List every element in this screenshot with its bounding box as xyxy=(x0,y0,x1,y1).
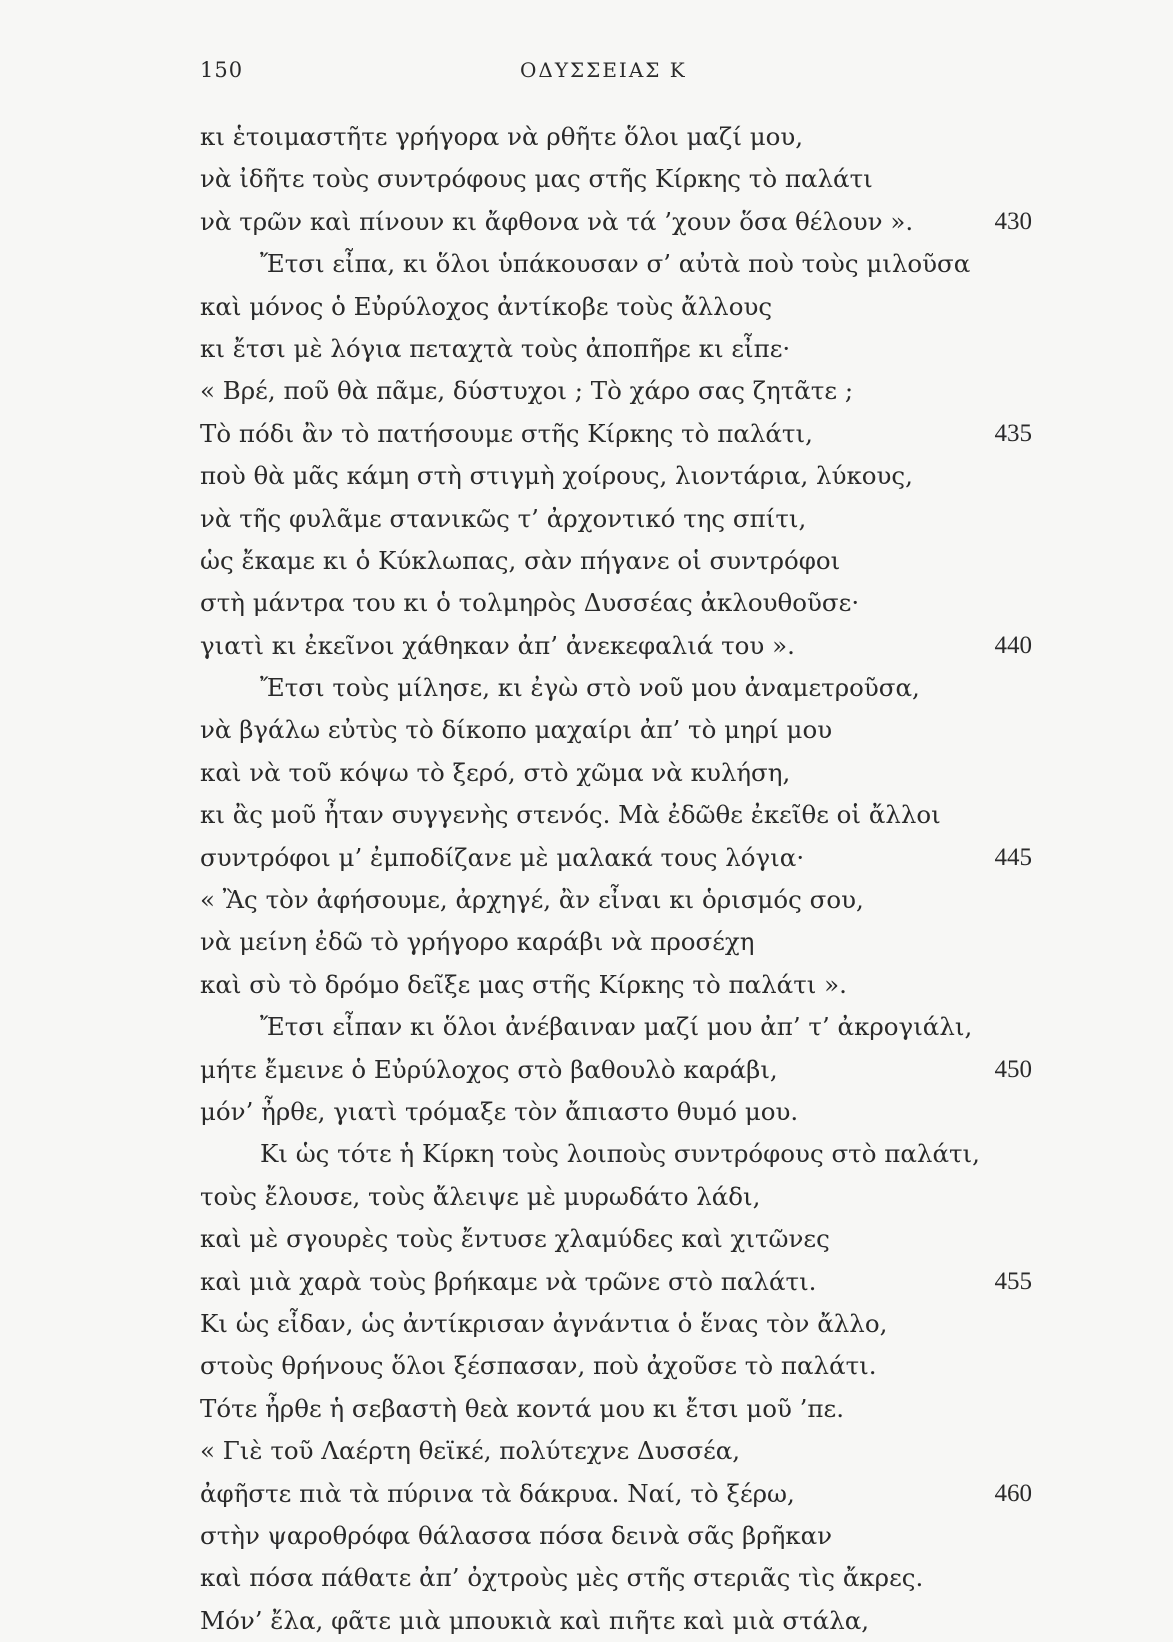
line-number: 450 xyxy=(994,1055,1032,1083)
running-head: ΟΔΥΣΣΕΙΑΣ Κ xyxy=(520,58,687,82)
verse-line xyxy=(200,1133,1040,1175)
verse-line xyxy=(200,1176,1040,1218)
verse-line xyxy=(200,1557,1040,1599)
verse-text: Ἔτσι εἶπαν κι ὅλοι ἀνέβαιναν μαζί μου ἀπ’ τ’ ἀκρογιάλι, xyxy=(260,1012,973,1042)
verse-text: ἀφῆστε πιὰ τὰ πύρινα τὰ δάκρυα. Ναί, τὸ ξέρω, xyxy=(200,1478,795,1508)
verse-line xyxy=(200,243,1040,285)
verse-line xyxy=(200,709,1040,751)
verse-line xyxy=(200,1303,1040,1345)
verse-text: κι ἑτοιμαστῆτε γρήγορα νὰ ρθῆτε ὅλοι μαζί μου, xyxy=(200,122,804,151)
verse-line xyxy=(200,455,1040,497)
verse-text: κι ἂς μοῦ ἦταν συγγενὴς στενός. Μὰ ἐδῶθε ἐκεῖθε οἱ ἄλλοι xyxy=(200,800,941,830)
verse-line xyxy=(200,1600,1040,1642)
verse-line xyxy=(200,1388,1040,1430)
verse-text: καὶ μιὰ χαρὰ τοὺς βρήκαμε νὰ τρῶνε στὸ παλάτι. xyxy=(200,1266,817,1296)
verse-text: γιατὶ κι ἐκεῖνοι χάθηκαν ἀπ’ ἀνεκεφαλιά του ». xyxy=(200,630,795,660)
line-number: 430 xyxy=(994,207,1032,235)
verse-line xyxy=(200,921,1040,963)
verse-text: ὡς ἔκαμε κι ὁ Κύκλωπας, σὰν πήγανε οἱ συντρόφοι xyxy=(200,545,841,575)
verse-text: καὶ σὺ τὸ δρόμο δεῖξε μας στῆς Κίρκης τὸ παλάτι ». xyxy=(200,969,847,999)
verse-line xyxy=(200,540,1040,582)
verse-text: « Ἂς τὸν ἀφήσουμε, ἀρχηγέ, ἂν εἶναι κι ὁρισμός σου, xyxy=(200,885,864,915)
verse-text: Κι ὡς τότε ἡ Κίρκη τοὺς λοιποὺς συντρόφους στὸ παλάτι, xyxy=(260,1139,980,1169)
verse-line xyxy=(200,1473,1040,1515)
line-number: 455 xyxy=(994,1267,1032,1295)
verse-text: καὶ μὲ σγουρὲς τοὺς ἔντυσε χλαμύδες καὶ χιτῶνες xyxy=(200,1224,830,1254)
verse-text: συντρόφοι μ’ ἐμποδίζανε μὲ μαλακά τους λόγια· xyxy=(200,842,805,872)
verse-text: Μόν’ ἔλα, φᾶτε μιὰ μπουκιὰ καὶ πιῆτε καὶ μιὰ στάλα, xyxy=(200,1605,870,1635)
line-number: 435 xyxy=(994,419,1032,447)
verse-line xyxy=(200,370,1040,412)
verse-block xyxy=(200,116,1040,1642)
verse-line xyxy=(200,964,1040,1006)
verse-line xyxy=(200,752,1040,794)
verse-line xyxy=(200,837,1040,879)
verse-text: καὶ πόσα πάθατε ἀπ’ ὀχτροὺς μὲς στῆς στεριᾶς τὶς ἄκρες. xyxy=(200,1563,924,1593)
verse-text: νὰ ἰδῆτε τοὺς συντρόφους μας στῆς Κίρκης τὸ παλάτι xyxy=(200,164,873,194)
verse-text: μήτε ἔμεινε ὁ Εὐρύλοχος στὸ βαθουλὸ καράβι, xyxy=(200,1054,778,1084)
verse-text: Κι ὡς εἶδαν, ὡς ἀντίκρισαν ἀγνάντια ὁ ἕνας τὸν ἄλλο, xyxy=(200,1308,888,1338)
verse-line xyxy=(200,1345,1040,1387)
verse-text: νὰ τῆς φυλᾶμε στανικῶς τ’ ἀρχοντικό της σπίτι, xyxy=(200,503,807,533)
verse-text: Ἔτσι τοὺς μίλησε, κι ἐγὼ στὸ νοῦ μου ἀναμετροῦσα, xyxy=(260,673,920,703)
verse-text: « Βρέ, ποῦ θὰ πᾶμε, δύστυχοι ; Τὸ χάρο σας ζητᾶτε ; xyxy=(200,376,854,406)
verse-line xyxy=(200,1049,1040,1091)
verse-text: νὰ τρῶν καὶ πίνουν κι ἄφθονα νὰ τά ’χουν ὅσα θέλουν ». xyxy=(200,206,914,236)
verse-line xyxy=(200,1091,1040,1133)
verse-line xyxy=(200,158,1040,200)
verse-text: νὰ μείνη ἐδῶ τὸ γρήγορο καράβι νὰ προσέχη xyxy=(200,927,755,957)
line-number: 445 xyxy=(994,843,1032,871)
verse-line xyxy=(200,1006,1040,1048)
verse-text: καὶ νὰ τοῦ κόψω τὸ ξερό, στὸ χῶμα νὰ κυλήση, xyxy=(200,757,791,787)
verse-line xyxy=(200,413,1040,455)
verse-line xyxy=(200,116,1040,158)
page-header xyxy=(200,58,1033,90)
verse-line xyxy=(200,498,1040,540)
line-number: 460 xyxy=(994,1479,1032,1507)
verse-line xyxy=(200,286,1040,328)
verse-line xyxy=(200,794,1040,836)
verse-line xyxy=(200,1218,1040,1260)
verse-text: στὴν ψαροθρόφα θάλασσα πόσα δεινὰ σᾶς βρῆκαν xyxy=(200,1520,833,1550)
verse-text: Τὸ πόδι ἂν τὸ πατήσουμε στῆς Κίρκης τὸ παλάτι, xyxy=(200,418,813,448)
verse-text: τοὺς ἔλουσε, τοὺς ἄλειψε μὲ μυρωδάτο λάδι, xyxy=(200,1181,761,1211)
verse-line xyxy=(200,625,1040,667)
verse-line xyxy=(200,879,1040,921)
verse-text: στοὺς θρήνους ὅλοι ξέσπασαν, ποὺ ἀχοῦσε τὸ παλάτι. xyxy=(200,1351,877,1381)
verse-line xyxy=(200,1430,1040,1472)
verse-text: νὰ βγάλω εὐτὺς τὸ δίκοπο μαχαίρι ἀπ’ τὸ μηρί μου xyxy=(200,715,833,745)
verse-text: στὴ μάντρα του κι ὁ τολμηρὸς Δυσσέας ἀκλουθοῦσε· xyxy=(200,588,860,618)
verse-text: « Γιὲ τοῦ Λαέρτη θεϊκέ, πολύτεχνε Δυσσέα, xyxy=(200,1436,741,1466)
verse-line xyxy=(200,582,1040,624)
page-number: 150 xyxy=(200,58,244,82)
verse-line xyxy=(200,328,1040,370)
verse-line xyxy=(200,1515,1040,1557)
verse-text: μόν’ ἦρθε, γιατὶ τρόμαξε τὸν ἄπιαστο θυμό μου. xyxy=(200,1096,799,1126)
line-number: 440 xyxy=(994,631,1032,659)
verse-line xyxy=(200,201,1040,243)
verse-text: ποὺ θὰ μᾶς κάμη στὴ στιγμὴ χοίρους, λιοντάρια, λύκους, xyxy=(200,461,913,491)
verse-text: Τότε ἦρθε ἡ σεβαστὴ θεὰ κοντά μου κι ἔτσι μοῦ ’πε. xyxy=(200,1393,844,1423)
verse-line xyxy=(200,1261,1040,1303)
verse-text: καὶ μόνος ὁ Εὐρύλοχος ἀντίκοβε τοὺς ἄλλους xyxy=(200,291,773,321)
verse-text: Ἔτσι εἶπα, κι ὅλοι ὑπάκουσαν σ’ αὐτὰ ποὺ τοὺς μιλοῦσα xyxy=(260,249,971,279)
verse-line xyxy=(200,667,1040,709)
verse-text: κι ἔτσι μὲ λόγια πεταχτὰ τοὺς ἀποπῆρε κι εἶπε· xyxy=(200,333,791,363)
